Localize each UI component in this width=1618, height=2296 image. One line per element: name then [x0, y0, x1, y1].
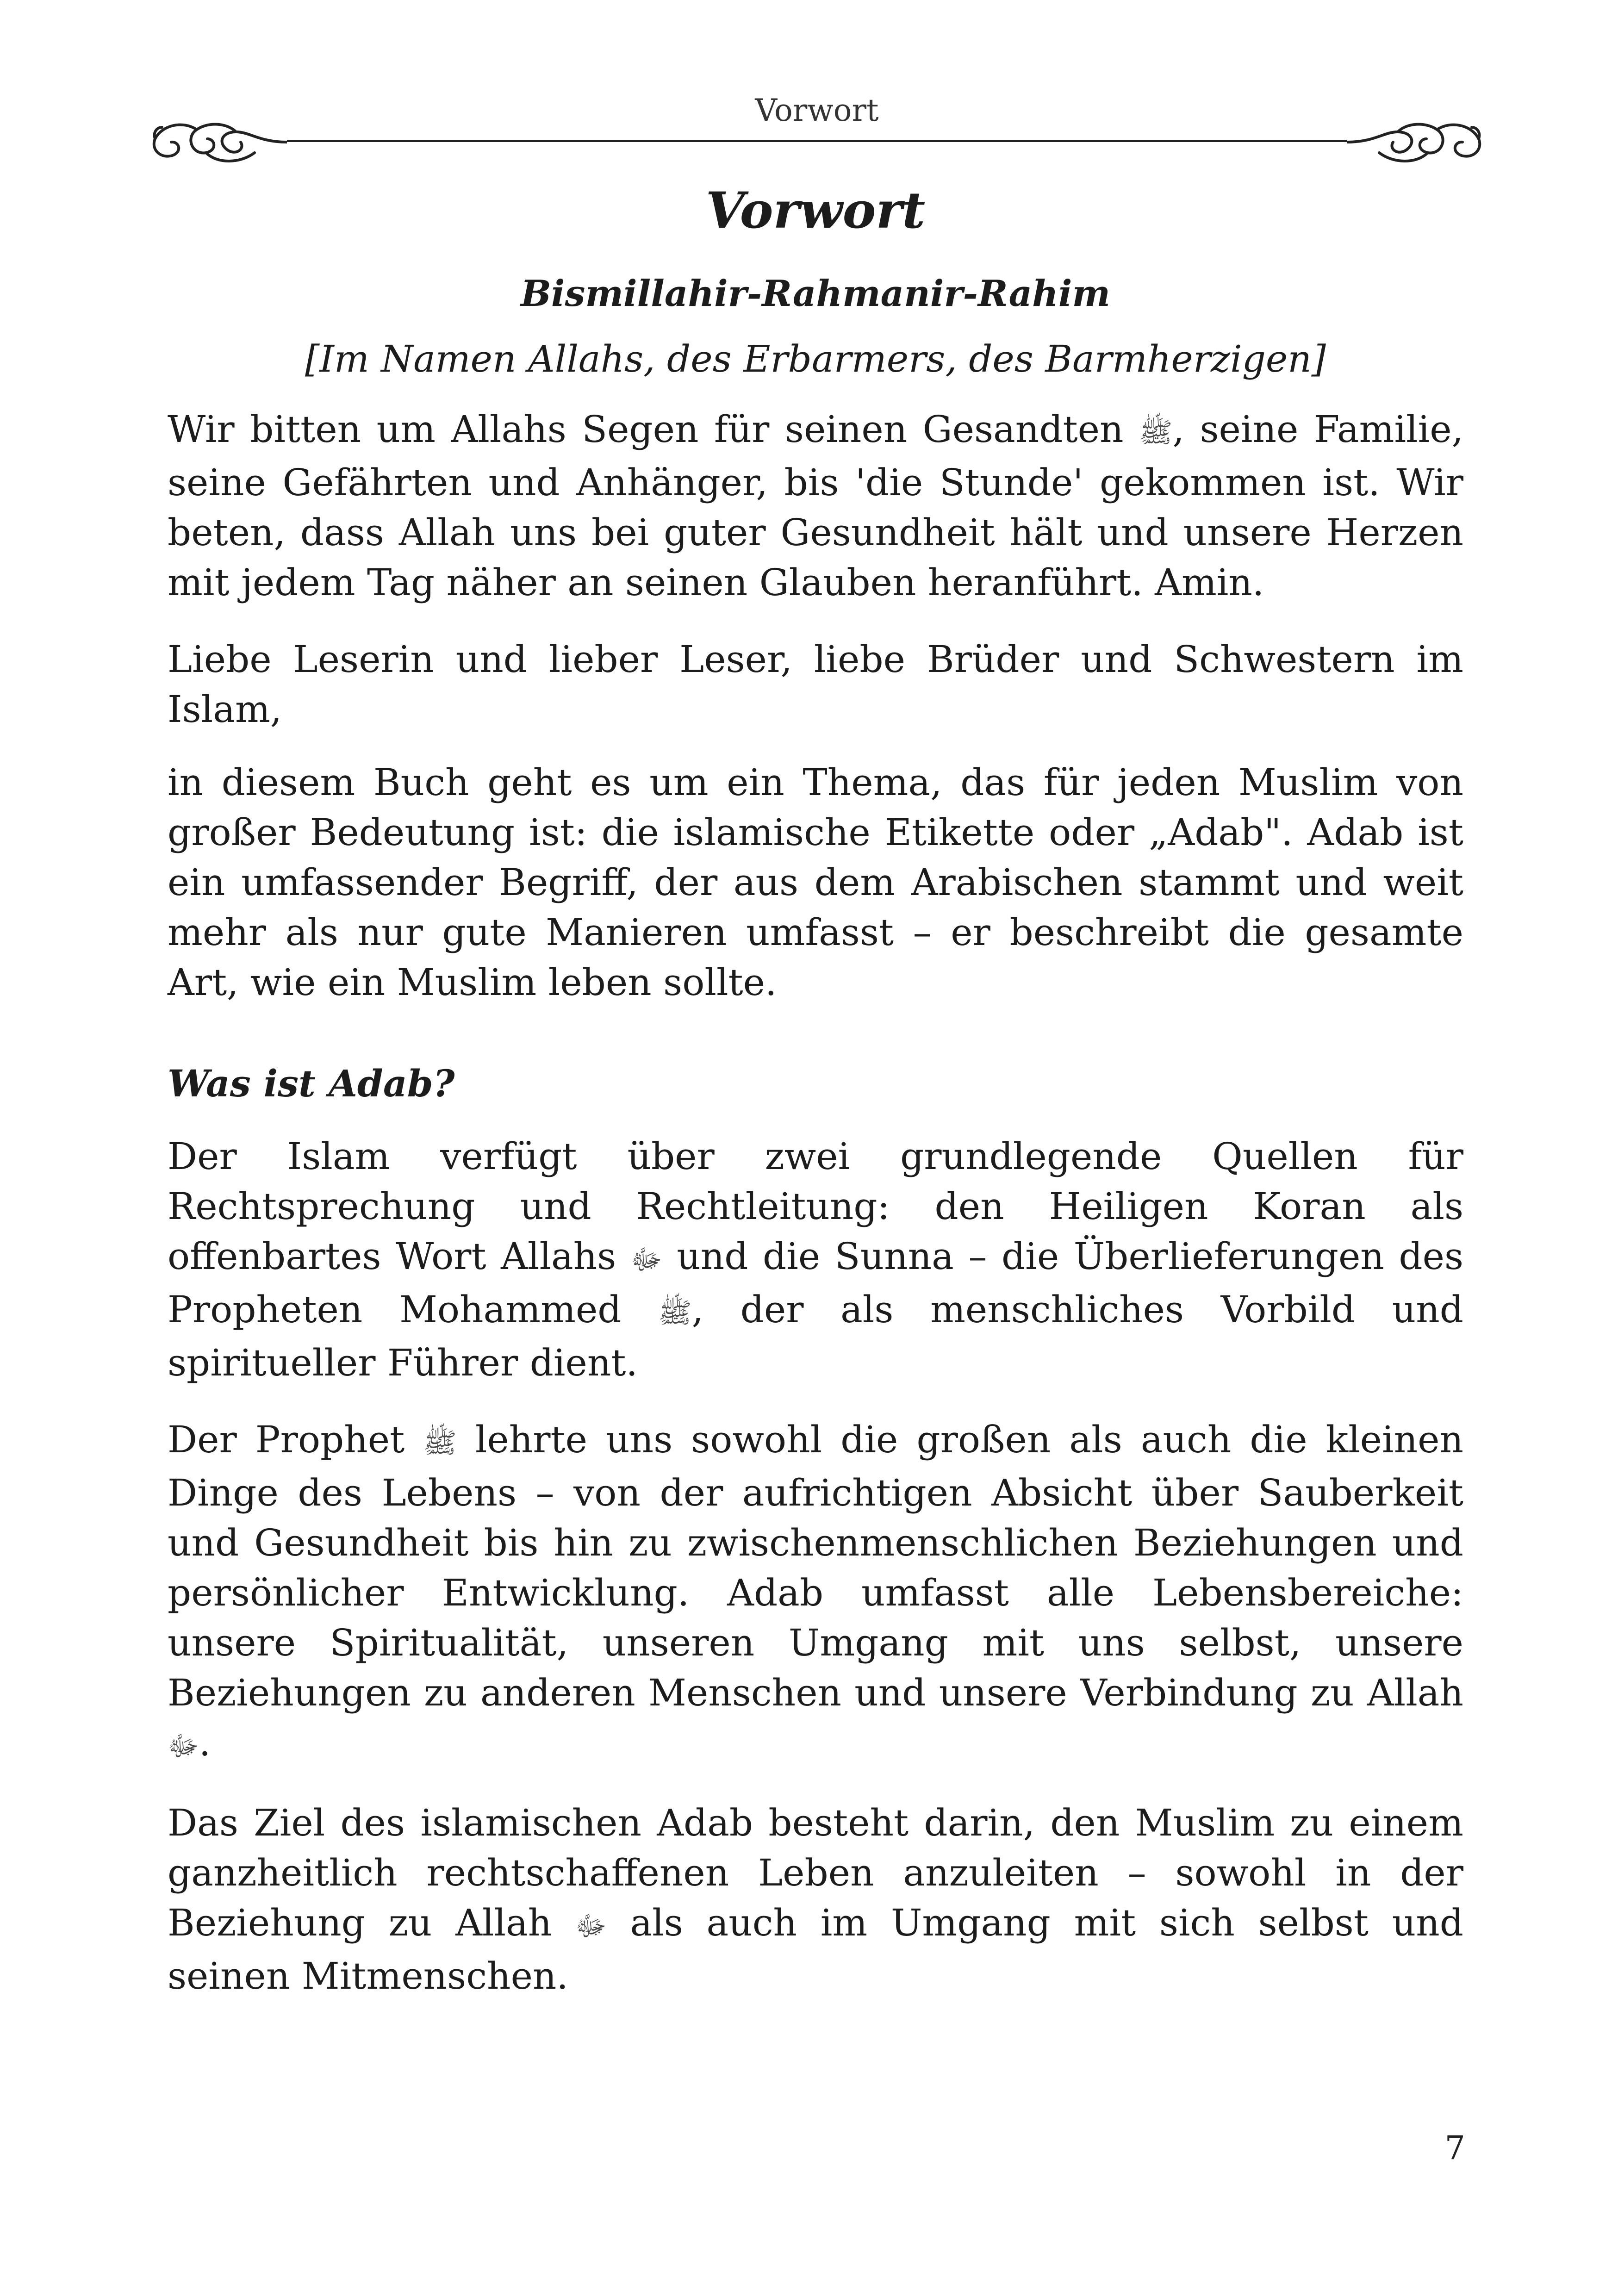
scroll-flourish-icon	[1347, 113, 1486, 171]
paragraph-text: und die Sunna – die Überlieferungen des Propheten Mohammed	[168, 1235, 1463, 1331]
paragraph-prophet-teaching	[168, 1415, 1463, 1771]
running-title: Vorwort	[755, 93, 879, 128]
page-content	[168, 176, 1463, 2028]
paragraph-text: Wir bitten um Allahs Segen für seinen Gesandten	[168, 408, 1139, 451]
honorific-allah-icon: ﷻ	[575, 1910, 607, 1942]
paragraph-text: Das Ziel des islamischen Adab besteht darin, den Muslim zu einem ganzheitlich rechtschaffenen Leben anzuleiten – sowohl in der Beziehung zu Allah	[168, 1801, 1463, 1944]
honorific-prophet-icon: ﷺ	[658, 1297, 692, 1329]
basmala-translation: [Im Namen Allahs, des Erbarmers, des Barmherzigen]	[305, 337, 1326, 380]
header-rule	[287, 140, 1347, 142]
honorific-allah-icon: ﷻ	[168, 1730, 199, 1762]
page-title: Vorwort	[705, 181, 926, 240]
paragraph-intro: in diesem Buch geht es um ein Thema, das für jeden Muslim von großer Bedeutung ist: die islamische Etikette oder „Adab". Adab ist ein umfassender Begriff, der aus dem Arabischen stammt und weit mehr als nur gute Manieren umfasst – er beschreibt die gesamte Art, wie ein Muslim leben sollte.	[168, 761, 1463, 1004]
paragraph-text: , seine Familie, seine Gefährten und Anhänger, bis 'die Stunde' gekommen ist. Wir beten, dass Allah uns bei guter Gesundheit hält und unsere Herzen mit jedem Tag näher an seinen Glauben heranführt. Amin.	[168, 408, 1464, 604]
basmala: Bismillahir-Rahmanir-Rahim	[520, 273, 1110, 315]
paragraph-blessing	[168, 404, 1463, 608]
honorific-prophet-icon: ﷺ	[423, 1427, 457, 1459]
paragraph-goal	[168, 1798, 1463, 2001]
running-header	[148, 88, 1486, 180]
paragraph-sources	[168, 1132, 1463, 1388]
paragraph-text: als auch im Umgang mit sich selbst und seinen Mitmenschen.	[168, 1901, 1463, 1997]
honorific-prophet-icon: ﷺ	[1139, 417, 1173, 449]
paragraph-greeting: Liebe Leserin und lieber Leser, liebe Brüder und Schwestern im Islam,	[168, 638, 1463, 731]
paragraph-text: lehrte uns sowohl die großen als auch die kleinen Dinge des Lebens – von der aufrichtigen Absicht über Sauberkeit und Gesundheit bis hin zu zwischenmenschlichen Beziehungen und persönlicher Entwicklung. Adab umfasst alle Lebensbereiche: unsere Spiritualität, unseren Umgang mit uns selbst, unsere Beziehungen zu anderen Menschen und unsere Verbindung zu Allah	[168, 1418, 1463, 1714]
paragraph-text: .	[199, 1721, 211, 1764]
honorific-allah-icon: ﷻ	[630, 1244, 662, 1276]
paragraph-text: , der als menschliches Vorbild und spiritueller Führer dient.	[168, 1288, 1464, 1384]
page-number: 7	[1444, 2129, 1465, 2167]
paragraph-text: Der Islam verfügt über zwei grundlegende Quellen für Rechtsprechung und Rechtleitung: den Heiligen Koran als offenbartes Wort Allahs	[168, 1135, 1463, 1278]
paragraph-text: Der Prophet	[168, 1418, 423, 1461]
section-heading: Was ist Adab?	[168, 1062, 455, 1105]
